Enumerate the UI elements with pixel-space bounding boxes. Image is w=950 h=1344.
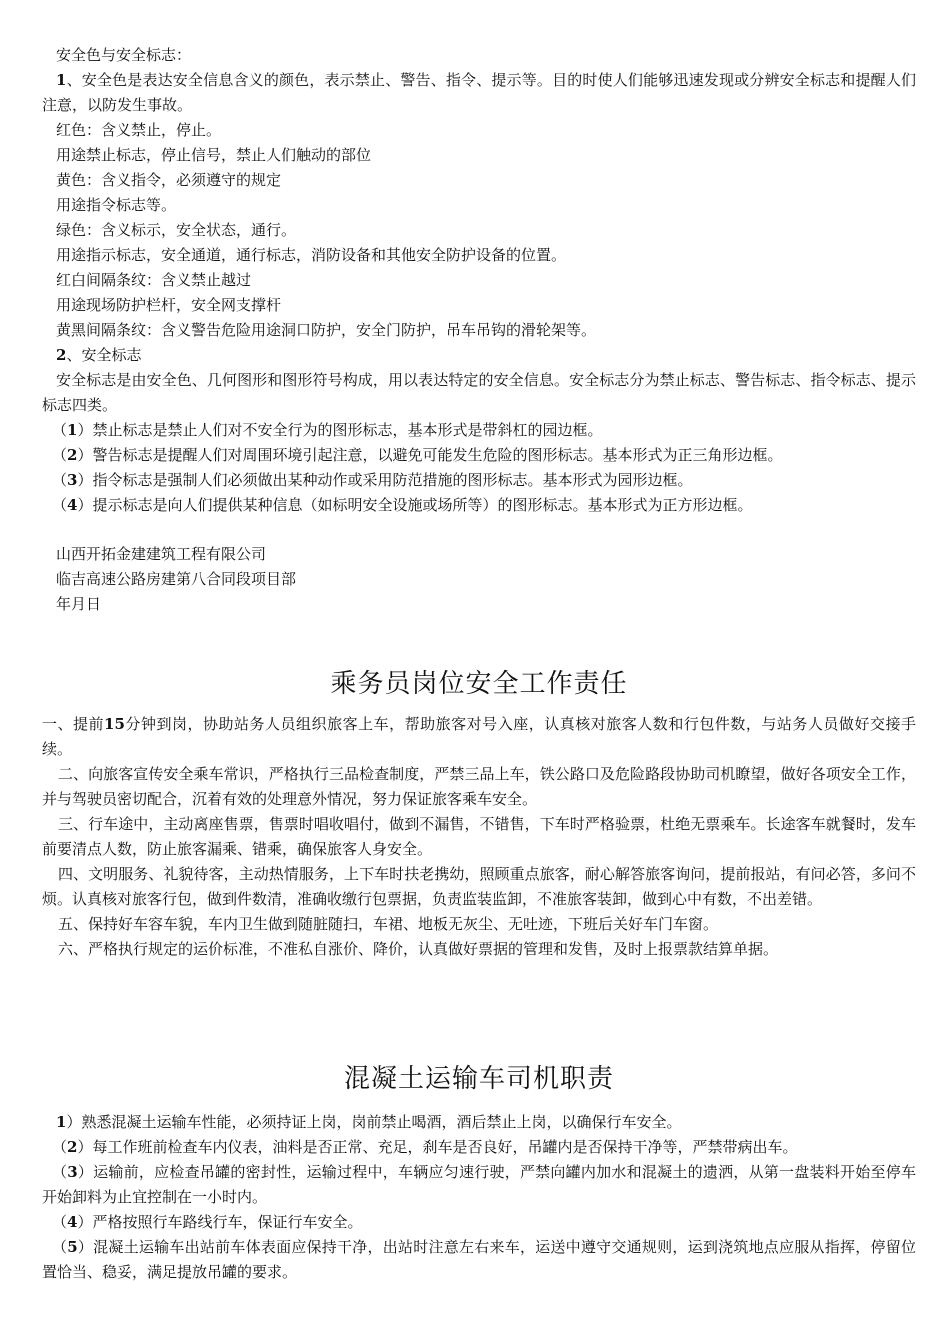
- driver-item-number: 5: [67, 1238, 78, 1256]
- driver-item-number: 4: [67, 1213, 78, 1231]
- section-heading: 安全色与安全标志：: [56, 46, 192, 64]
- safety-colors-section: [42, 43, 916, 617]
- item-text: 、安全标志: [66, 346, 142, 364]
- project-department: 临吉高速公路房建第八合同段项目部: [56, 570, 297, 588]
- driver-item-4: （4）严格按照行车路线行车，保证行车安全。: [52, 1213, 363, 1231]
- attendant-title: 乘务员岗位安全工作责任: [330, 669, 628, 699]
- sub-item-4: （4）提示标志是向人们提供某种信息（如标明安全设施或场所等）的图形标志。基本形式为正方形边框。: [52, 496, 753, 514]
- attendant-paragraph-3: 三、行车途中，主动离座售票，售票时唱收唱付，做到不漏售，不错售，下车时严格验票，杜绝无票乘车。长途客车就餐时，发车前要清点人数，防止旅客漏乘、错乘，确保旅客人身安全。: [42, 815, 916, 858]
- red-white-stripe-meaning: 红白间隔条纹：含义禁止越过: [56, 271, 252, 289]
- sub-item-2: （2）警告标志是提醒人们对周围环境引起注意，以避免可能发生危险的图形标志。基本形式为正三角形边框。: [52, 446, 783, 464]
- driver-item-number: 2: [67, 1138, 78, 1156]
- paragraph-item-2: [42, 343, 916, 368]
- sub-item-number: 4: [67, 496, 78, 514]
- attendant-paragraph-1: 一、提前15分钟到岗，协助站务人员组织旅客上车，帮助旅客对号入座，认真核对旅客人数和行包件数，与站务人员做好交接手续。: [42, 715, 916, 758]
- yellow-black-stripe: 黄黑间隔条纹：含义警告危险用途洞口防护，安全门防护，吊车吊钩的滑轮架等。: [56, 321, 597, 339]
- driver-title: 混凝土运输车司机职责: [343, 1064, 614, 1094]
- sub-item-3: （3）指令标志是强制人们必须做出某种动作或采用防范措施的图形标志。基本形式为园形边框。: [52, 471, 693, 489]
- driver-item-2: （2）每工作班前检查车内仪表，油料是否正常、充足，刹车是否良好，吊罐内是否保持干净等，严禁带病出车。: [52, 1138, 798, 1156]
- item-text: 、安全色是表达安全信息含义的颜色，表示禁止、警告、指令、提示等。目的时使人们能够迅速发现或分辨安全标志和提醒人们注意，以防发生事故。: [42, 71, 916, 114]
- spacer: [42, 518, 916, 542]
- item-number: 1: [56, 71, 67, 89]
- safety-sign-description: 安全标志是由安全色、几何图形和图形符号构成，用以表达特定的安全信息。安全标志分为禁止标志、警告标志、指令标志、提示标志四类。: [42, 371, 916, 414]
- red-meaning: 红色：含义禁止，停止。: [56, 121, 222, 139]
- green-meaning: 绿色：含义标示，安全状态，通行。: [56, 221, 297, 239]
- sub-item-number: 1: [67, 421, 78, 439]
- minutes-number: 15: [104, 715, 125, 733]
- red-white-stripe-usage: 用途现场防护栏杆，安全网支撑杆: [56, 296, 282, 314]
- attendant-paragraph-6: 六、严格执行规定的运价标准，不准私自涨价、降价，认真做好票据的管理和发售，及时上报票款结算单据。: [58, 940, 779, 958]
- item-number: 2: [56, 346, 67, 364]
- yellow-usage: 用途指令标志等。: [56, 196, 177, 214]
- attendant-paragraph-2: 二、向旅客宣传安全乘车常识，严格执行三品检查制度，严禁三品上车，铁公路口及危险路段协助司机瞭望，做好各项安全工作，并与驾驶员密切配合，沉着有效的处理意外情况，努力保证旅客乘车安全。: [42, 765, 916, 808]
- driver-item-number: 1: [56, 1113, 67, 1131]
- green-usage: 用途指示标志，安全通道，通行标志，消防设备和其他安全防护设备的位置。: [56, 246, 567, 264]
- driver-item-5: （5）混凝土运输车出站前车体表面应保持干净，出站时注意左右来车，运送中遵守交通规则，运到浇筑地点应服从指挥，停留位置恰当、稳妥，满足提放吊罐的要求。: [42, 1238, 916, 1281]
- driver-item-1: 1）熟悉混凝土运输车性能，必须持证上岗，岗前禁止喝酒，酒后禁止上岗，以确保行车安全。: [56, 1113, 682, 1131]
- red-usage: 用途禁止标志，停止信号，禁止人们触动的部位: [56, 146, 372, 164]
- sub-item-number: 3: [67, 471, 78, 489]
- driver-section: [42, 1110, 916, 1285]
- attendant-paragraph-4: 四、文明服务、礼貌待客，主动热情服务，上下车时扶老携幼，照顾重点旅客，耐心解答旅客询问，提前报站，有问必答，多问不烦。认真核对旅客行包，做到件数清，准确收缴行包票据，负责监装监卸，不准旅客装卸，做到心中有数，不出差错。: [42, 865, 916, 908]
- driver-item-3: （3）运输前，应检查吊罐的密封性，运输过程中，车辆应匀速行驶，严禁向罐内加水和混凝土的遗洒，从第一盘装料开始至停车开始卸料为止宜控制在一小时内。: [42, 1163, 916, 1206]
- attendant-paragraph-5: 五、保持好车容车貌，车内卫生做到随脏随扫，车裙、地板无灰尘、无吐迹，下班后关好车门车窗。: [58, 915, 719, 933]
- company-name: 山西开拓金建建筑工程有限公司: [56, 545, 267, 563]
- paragraph-item-1: [42, 68, 916, 118]
- date-line: 年月日: [56, 595, 102, 613]
- sub-item-number: 2: [67, 446, 78, 464]
- yellow-meaning: 黄色：含义指令，必须遵守的规定: [56, 171, 282, 189]
- attendant-section: [42, 712, 916, 962]
- driver-item-number: 3: [67, 1163, 78, 1181]
- sub-item-1: （1）禁止标志是禁止人们对不安全行为的图形标志，基本形式是带斜杠的园边框。: [52, 421, 603, 439]
